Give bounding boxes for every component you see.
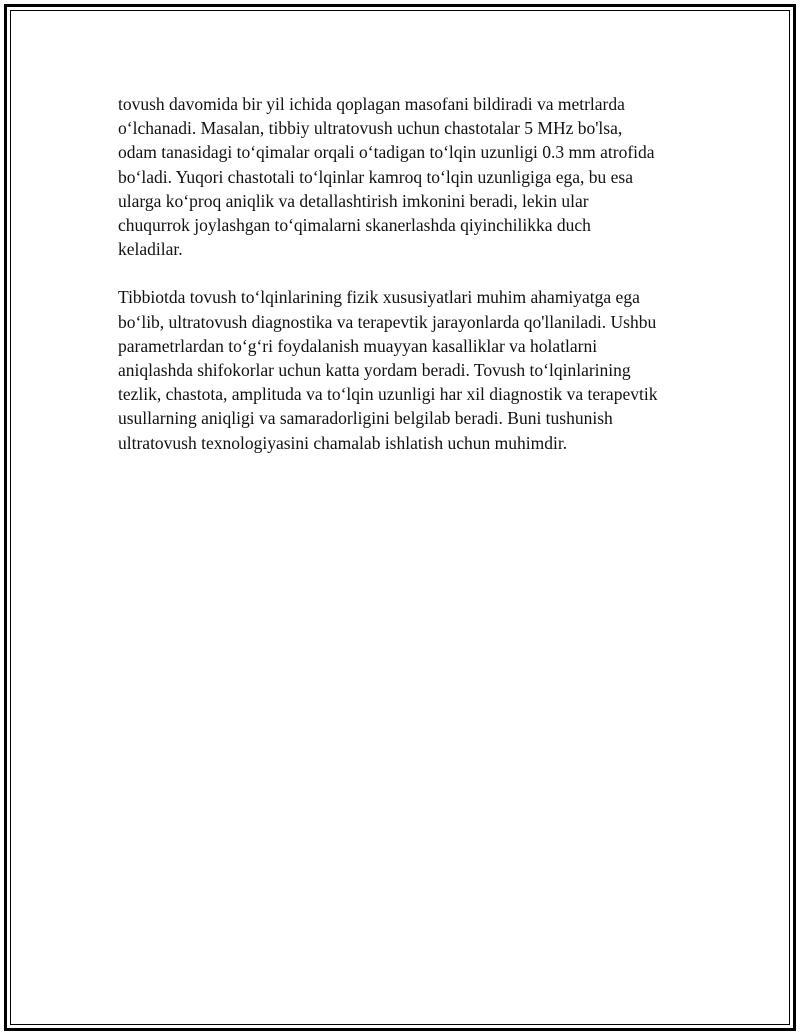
text-line: ularga ko‘proq aniqlik va detallashtirish imkonini beradi, lekin ular bbox=[118, 190, 589, 211]
text-line: usullarning aniqligi va samaradorligini belgilab beradi. Buni tushunish bbox=[118, 408, 613, 429]
text-line: parametrlardan to‘g‘ri foydalanish muayyan kasalliklar va holatlarni bbox=[118, 335, 598, 356]
text-line: bo‘ladi. Yuqori chastotali to‘lqinlar kamroq to‘lqin uzunligiga ega, bu esa bbox=[118, 166, 633, 187]
text-line: chuqurrok joylashgan to‘qimalarni skanerlashda qiyinchilikka duch bbox=[118, 215, 591, 236]
text-line: tezlik, chastota, amplituda va to‘lqin uzunligi har xil diagnostik va terapevtik bbox=[118, 384, 658, 405]
text-line: o‘lchanadi. Masalan, tibbiy ultratovush uchun chastotalar 5 MHz bo'lsa, bbox=[118, 118, 623, 139]
text-line: ultratovush texnologiyasini chamalab ishlatish uchun muhimdir. bbox=[118, 432, 568, 453]
text-line: bo‘lib, ultratovush diagnostika va terapevtik jarayonlarda qo'llaniladi. Ushbu bbox=[118, 311, 657, 332]
text-line: keladilar. bbox=[118, 239, 183, 260]
text-line: Tibbiotda tovush to‘lqinlarining fizik xususiyatlari muhim ahamiyatga ega bbox=[118, 287, 640, 308]
paragraph-1 bbox=[118, 92, 698, 261]
page-body bbox=[118, 92, 698, 479]
text-line: aniqlashda shifokorlar uchun katta yordam beradi. Tovush to‘lqinlarining bbox=[118, 360, 631, 381]
text-line: tovush davomida bir yil ichida qoplagan masofani bildiradi va metrlarda bbox=[118, 94, 625, 114]
text-line: odam tanasidagi to‘qimalar orqali o‘tadigan to‘lqin uzunligi 0.3 mm atrofida bbox=[118, 142, 655, 163]
paragraph-2 bbox=[118, 285, 698, 454]
